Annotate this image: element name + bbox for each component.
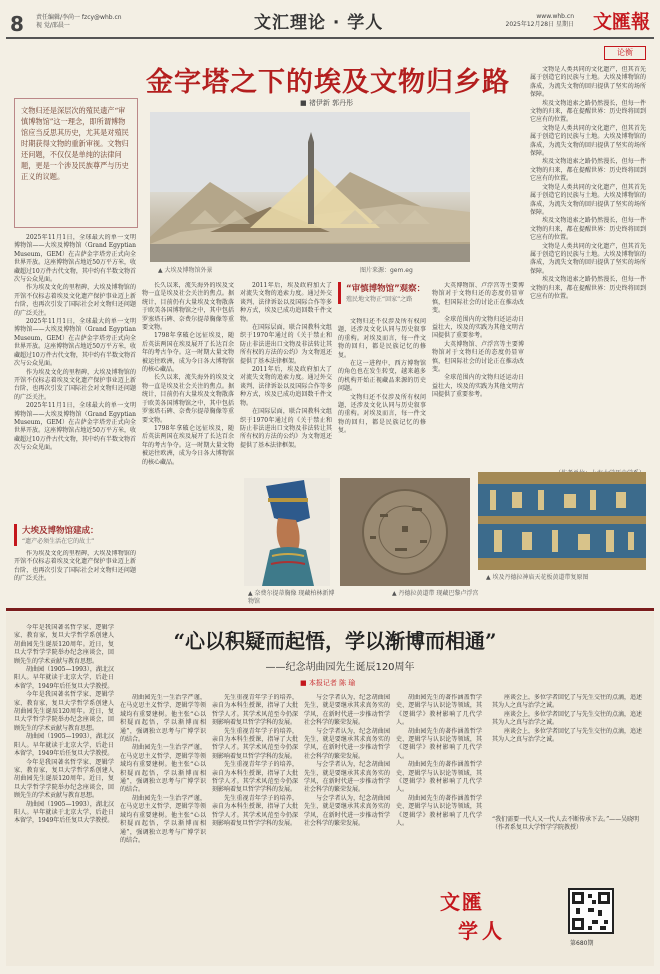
paragraph: 今年是我国著名哲学家、逻辑学家、教育家，复旦大学哲学系创建人胡曲园先生诞辰120周年。近日，复旦大学哲学学院举办纪念座谈会，回顾先生的学术贡献与教育思想。 <box>14 624 114 665</box>
paragraph: 先生重视青年学子的培养，亲自为本科生授课，指导了大批哲学人才。其学术风范至今仍深刻影响着复旦哲学学科的发展。 <box>212 727 298 760</box>
bottom-subtitle: ——纪念胡曲园先生诞辰120周年 <box>265 662 415 673</box>
hero-caption: ▲ 大埃及博物馆外景 <box>158 267 213 274</box>
qr-pattern <box>570 890 612 932</box>
paragraph: 今年是我国著名哲学家、逻辑学家、教育家，复旦大学哲学系创建人胡曲园先生诞辰120周年。近日，复旦大学哲学学院举办纪念座谈会，回顾先生的学术贡献与教育思想。 <box>14 758 114 800</box>
paragraph: 胡曲园（1905—1993），湖北汉阳人。早年就读于北京大学，后赴日本留学，1949年后任复旦大学教授。 <box>14 733 114 758</box>
article-column-3 <box>240 282 332 472</box>
lead-summary: 文物归还是深层次的殖民遗产“审慎博物馆”这一理念，即所谓博物馆应当反思其历史，尤其是对殖民时期获得文物的重新审视。文物归还问题，不仅仅是单纯的法律问题，更是一个涉及民族尊严与历史正义的议题。 <box>14 98 138 228</box>
logo-line: 学人 <box>458 919 506 943</box>
paragraph: 座谈会上，多位学者回忆了与先生交往的点滴，追述其为人之真与治学之诚。 <box>492 727 642 744</box>
article-column-2 <box>142 282 234 472</box>
subhead-quote: “遗产必须生活在它的故土” <box>22 538 95 545</box>
paragraph: 大英博物馆、卢浮宫等主要博物馆对于文物归还的态度仍显审慎，但国际社会的讨论正在推动改变。 <box>432 340 524 374</box>
section-divider <box>6 608 654 611</box>
paragraph: 作为埃及文化的里程碑，大埃及博物馆的开馆不仅标志着埃及文化遗产保护事业迈上新台阶，也再次引发了国际社会对文物归还问题的广泛关注。 <box>14 284 136 317</box>
article-column-1 <box>14 234 136 524</box>
ceiling-caption: ▲ 埃及丹德拉神庙天花板黄道带复原图 <box>486 574 589 581</box>
paragraph: 胡曲园先生的著作涵盖哲学史、逻辑学与认识论等领域，其《逻辑学》教材影响了几代学人。 <box>396 727 482 760</box>
paragraph: 2025年11月1日，全球最大的单一文明博物馆——大埃及博物馆（Grand Egyptian Museum，GEM）在吉萨金字塔旁正式向全世界开放。这座博物馆占地近50万平方米，收藏超过10万件古代文物，其中约有半数文物首次与公众见面。 <box>14 318 136 368</box>
paragraph: 埃及文物追索之路仍然漫长，但每一件文物的归来，都在提醒世界：历史终将回到它应有的位置。 <box>530 158 646 183</box>
paragraph: 与会学者认为，纪念胡曲园先生，就是要继承其求真务实的学风，在新时代进一步推动哲学社会科学的繁荣发展。 <box>304 727 390 760</box>
subhead-quote: 殖民地文物正“回家”之路 <box>346 296 413 303</box>
dendera-caption: ▲ 丹德拉黄道带 现藏巴黎卢浮宫 <box>392 590 479 597</box>
issue-date: 2025年12月28日 星期日 <box>505 21 574 28</box>
article-column-5 <box>432 282 524 472</box>
paragraph: 长久以来，流失海外的埃及文物一直是埃及社会关注的焦点。据统计，目前仍有大量埃及文物散落于欧美各国博物馆之中，其中包括罗塞塔石碑、奈费尔提蒂胸像等重要文物。 <box>142 282 234 332</box>
paragraph: 胡曲园先生的著作涵盖哲学史、逻辑学与认识论等领域，其《逻辑学》教材影响了几代学人。 <box>396 694 482 727</box>
subhead-2 <box>338 282 426 304</box>
page-number: 8 <box>10 12 24 36</box>
paragraph: 胡曲园（1905—1993），湖北汉阳人。早年就读于北京大学，后赴日本留学，1949年后任复旦大学教授。 <box>14 800 114 825</box>
paragraph: 座谈会上，多位学者回忆了与先生交往的点滴，追述其为人之真与治学之诚。 <box>492 694 642 710</box>
paragraph: 文物是人类共同的文化遗产，但其首先属于创造它的民族与土地。大埃及博物馆的落成，为流失文物的回归提供了坚实的场所保障。 <box>530 66 646 99</box>
bottom-column-1 <box>14 624 114 960</box>
paragraph: 先生重视青年学子的培养，亲自为本科生授课，指导了大批哲学人才。其学术风范至今仍深刻影响着复旦哲学学科的发展。 <box>212 794 298 828</box>
logo-line: 文匯 <box>440 890 484 914</box>
paragraph: 今年是我国著名哲学家、逻辑学家、教育家，复旦大学哲学系创建人胡曲园先生诞辰120周年。近日，复旦大学哲学学院举办纪念座谈会，回顾先生的学术贡献与教育思想。 <box>14 691 114 732</box>
bottom-column-4 <box>304 694 390 960</box>
wenhui-xueren-logo <box>440 886 535 946</box>
paragraph: 埃及文物追索之路仍然漫长，但每一件文物的归来，都在提醒世界：历史终将回到它应有的位置。 <box>530 217 646 242</box>
paragraph: 文物是人类共同的文化遗产，但其首先属于创造它的民族与土地。大埃及博物馆的落成，为流失文物的回归提供了坚实的场所保障。 <box>530 242 646 275</box>
newspaper-logo: 文匯報 <box>592 11 650 33</box>
paragraph: 作为埃及文化的里程碑，大埃及博物馆的开馆不仅标志着埃及文化遗产保护事业迈上新台阶，也再次引发了国际社会对文物归还问题的广泛关注。 <box>14 550 136 583</box>
paragraph: 文物是人类共同的文化遗产，但其首先属于创造它的民族与土地。大埃及博物馆的落成，为流失文物的回归提供了坚实的场所保障。 <box>530 183 646 216</box>
main-headline: 金字塔之下的埃及文物归乡路 <box>146 67 510 98</box>
hero-credit: 图片来源：gem.eg <box>360 267 413 274</box>
paragraph: 2011年后，埃及政府加大了对流失文物的追索力度。通过外交谈判、法律诉讼以及国际合作等多种方式，埃及已成功追回数千件文物。 <box>240 366 332 407</box>
article-column-1b <box>14 550 136 602</box>
zodiac-illustration <box>340 478 470 586</box>
paragraph: 胡曲园（1905—1993），湖北汉阳人。早年就读于北京大学，后赴日本留学，1949年后任复旦大学教授。 <box>14 666 114 690</box>
subhead-title: “审慎博物馆”观察： <box>346 284 426 294</box>
paragraph: 在这一进程中，西方博物馆的角色也在发生转变，越来越多的机构开始正视藏品来源的历史问题。 <box>338 360 426 393</box>
paragraph: 与会学者认为，纪念胡曲园先生，就是要继承其求真务实的学风，在新时代进一步推动哲学社会科学的繁荣发展。 <box>304 794 390 828</box>
museum-illustration <box>150 112 470 262</box>
article-column-4 <box>338 318 426 472</box>
site-url[interactable]: www.whb.cn <box>536 13 574 20</box>
bottom-headline: “心以积疑而起悟，学以渐博而相通” <box>173 629 497 653</box>
masthead-meta <box>506 13 574 29</box>
nefertiti-caption: ▲ 奈费尔提蒂胸像 现藏柏林新博物馆 <box>248 590 335 605</box>
qr-code-icon[interactable] <box>568 888 614 934</box>
paragraph: 胡曲园先生一生治学严谨，在马克思主义哲学、逻辑学等领域均有重要建树。他主张“心以积疑而起悟，学以渐博而相通”，强调独立思考与广博学识的结合。 <box>120 744 206 794</box>
bottom-column-2 <box>120 694 206 960</box>
paragraph: 与会学者认为，纪念胡曲园先生，就是要继承其求真务实的学风，在新时代进一步推动哲学社会科学的繁荣发展。 <box>304 694 390 727</box>
paragraph: 作为埃及文化的里程碑，大埃及博物馆的开馆不仅标志着埃及文化遗产保护事业迈上新台阶，也再次引发了国际社会对文物归还问题的广泛关注。 <box>14 368 136 401</box>
paragraph: 座谈会上，多位学者回忆了与先生交往的点滴，追述其为人之真与治学之诚。 <box>492 710 642 727</box>
masthead <box>6 6 654 36</box>
paragraph: 胡曲园先生的著作涵盖哲学史、逻辑学与认识论等领域，其《逻辑学》教材影响了几代学人。 <box>396 761 482 794</box>
paragraph: 2025年11月1日，全球最大的单一文明博物馆——大埃及博物馆（Grand Egyptian Museum，GEM）在吉萨金字塔旁正式向全世界开放。这座博物馆占地近50万平方米，收藏超过10万件古代文物，其中约有半数文物首次与公众见面。 <box>14 402 136 452</box>
paragraph: 1798年拿破仑远征埃及，随后英法两国在埃及展开了长达百余年的考古争夺。这一时期大量文物被运往欧洲，成为今日各大博物馆的核心藏品。 <box>142 332 234 374</box>
dendera-zodiac-photo <box>340 478 470 586</box>
paragraph: 全球范围内的文物归还运动日益壮大，埃及的实践为其他文明古国提供了重要参考。 <box>432 374 524 399</box>
subhead-1 <box>14 524 136 546</box>
bust-illustration <box>244 478 330 586</box>
nefertiti-photo <box>244 478 330 586</box>
paragraph: 文物归还不仅涉及所有权问题，还涉及文化认同与历史叙事的重构。对埃及而言，每一件文物的回归，都是民族记忆的修复。 <box>338 318 426 359</box>
paragraph: 胡曲园先生的著作涵盖哲学史、逻辑学与认识论等领域，其《逻辑学》教材影响了几代学人。 <box>396 794 482 828</box>
editor-credits <box>36 14 122 30</box>
masthead-rule <box>6 37 654 39</box>
editor-line: 视 觉/邵晨一 <box>36 22 70 29</box>
article-column-6 <box>530 66 646 466</box>
column-tag: 论衡 <box>604 46 646 60</box>
paragraph: 文物归还不仅涉及所有权问题，还涉及文化认同与历史叙事的重构。对埃及而言，每一件文物的回归，都是民族记忆的修复。 <box>338 393 426 435</box>
issue-number: 第680期 <box>570 940 594 947</box>
temple-ceiling-photo <box>478 472 646 570</box>
paragraph: 先生重视青年学子的培养，亲自为本科生授课，指导了大批哲学人才。其学术风范至今仍深刻影响着复旦哲学学科的发展。 <box>212 694 298 727</box>
paragraph: 文物是人类共同的文化遗产，但其首先属于创造它的民族与土地。大埃及博物馆的落成，为流失文物的回归提供了坚实的场所保障。 <box>530 124 646 158</box>
paragraph: 全球范围内的文物归还运动日益壮大，埃及的实践为其他文明古国提供了重要参考。 <box>432 315 524 340</box>
paragraph: 2025年11月1日，全球最大的单一文明博物馆——大埃及博物馆（Grand Egyptian Museum，GEM）在吉萨金字塔旁正式向全世界开放。这座博物馆占地近50万平方米，收藏超过10万件古代文物，其中约有半数文物首次与公众见面。 <box>14 234 136 284</box>
paragraph: 在国际层面，联合国教科文组织于1970年通过的《关于禁止和防止非法进出口文物及非法转让其所有权的方法的公约》为文物返还提供了基本法律框架。 <box>240 324 332 365</box>
paragraph: 与会学者认为，纪念胡曲园先生，就是要继承其求真务实的学风，在新时代进一步推动哲学社会科学的繁荣发展。 <box>304 761 390 794</box>
bottom-column-3 <box>212 694 298 960</box>
closing-quote: “我们需要一代人又一代人去不断传承下去。”——吴晓明（作者系复旦大学哲学学院教授） <box>492 816 640 832</box>
paragraph: 大英博物馆、卢浮宫等主要博物馆对于文物归还的态度仍显审慎，但国际社会的讨论正在推动改变。 <box>432 282 524 315</box>
hero-photo-museum <box>150 112 470 262</box>
paragraph: 在国际层面，联合国教科文组织于1970年通过的《关于禁止和防止非法进出口文物及非法转让其所有权的方法的公约》为文物返还提供了基本法律框架。 <box>240 408 332 449</box>
paragraph: 埃及文物追索之路仍然漫长，但每一件文物的归来，都在提醒世界：历史终将回到它应有的位置。 <box>530 99 646 124</box>
paragraph: 2011年后，埃及政府加大了对流失文物的追索力度。通过外交谈判、法律诉讼以及国际合作等多种方式，埃及已成功追回数千件文物。 <box>240 282 332 323</box>
subhead-title: 大埃及博物馆建成： <box>22 526 99 536</box>
bottom-column-6 <box>492 694 642 812</box>
ceiling-illustration <box>478 472 646 570</box>
paragraph: 埃及文物追索之路仍然漫长，但每一件文物的归来，都在提醒世界：历史终将回到它应有的位置。 <box>530 276 646 300</box>
article-authors: ■ 褚伊新 郭丹彤 <box>300 99 354 107</box>
editor-line: 责任编辑/李尚一 fzcy@whb.cn <box>36 14 122 21</box>
paragraph: 长久以来，流失海外的埃及文物一直是埃及社会关注的焦点。据统计，目前仍有大量埃及文物散落于欧美各国博物馆之中，其中包括罗塞塔石碑、奈费尔提蒂胸像等重要文物。 <box>142 374 234 424</box>
paragraph: 先生重视青年学子的培养，亲自为本科生授课，指导了大批哲学人才。其学术风范至今仍深刻影响着复旦哲学学科的发展。 <box>212 761 298 794</box>
paragraph: 胡曲园先生一生治学严谨，在马克思主义哲学、逻辑学等领域均有重要建树。他主张“心以积疑而起悟，学以渐博而相通”，强调独立思考与广博学识的结合。 <box>120 694 206 744</box>
bottom-column-5 <box>396 694 482 880</box>
bottom-author: ■ 本报记者 陈 瑜 <box>300 679 356 687</box>
paragraph: 1798年拿破仑远征埃及，随后英法两国在埃及展开了长达百余年的考古争夺。这一时期大量文物被运往欧洲，成为今日各大博物馆的核心藏品。 <box>142 424 234 466</box>
section-title: 文汇理论 · 学人 <box>254 13 384 33</box>
paragraph: 胡曲园先生一生治学严谨，在马克思主义哲学、逻辑学等领域均有重要建树。他主张“心以积疑而起悟，学以渐博而相通”，强调独立思考与广博学识的结合。 <box>120 794 206 844</box>
